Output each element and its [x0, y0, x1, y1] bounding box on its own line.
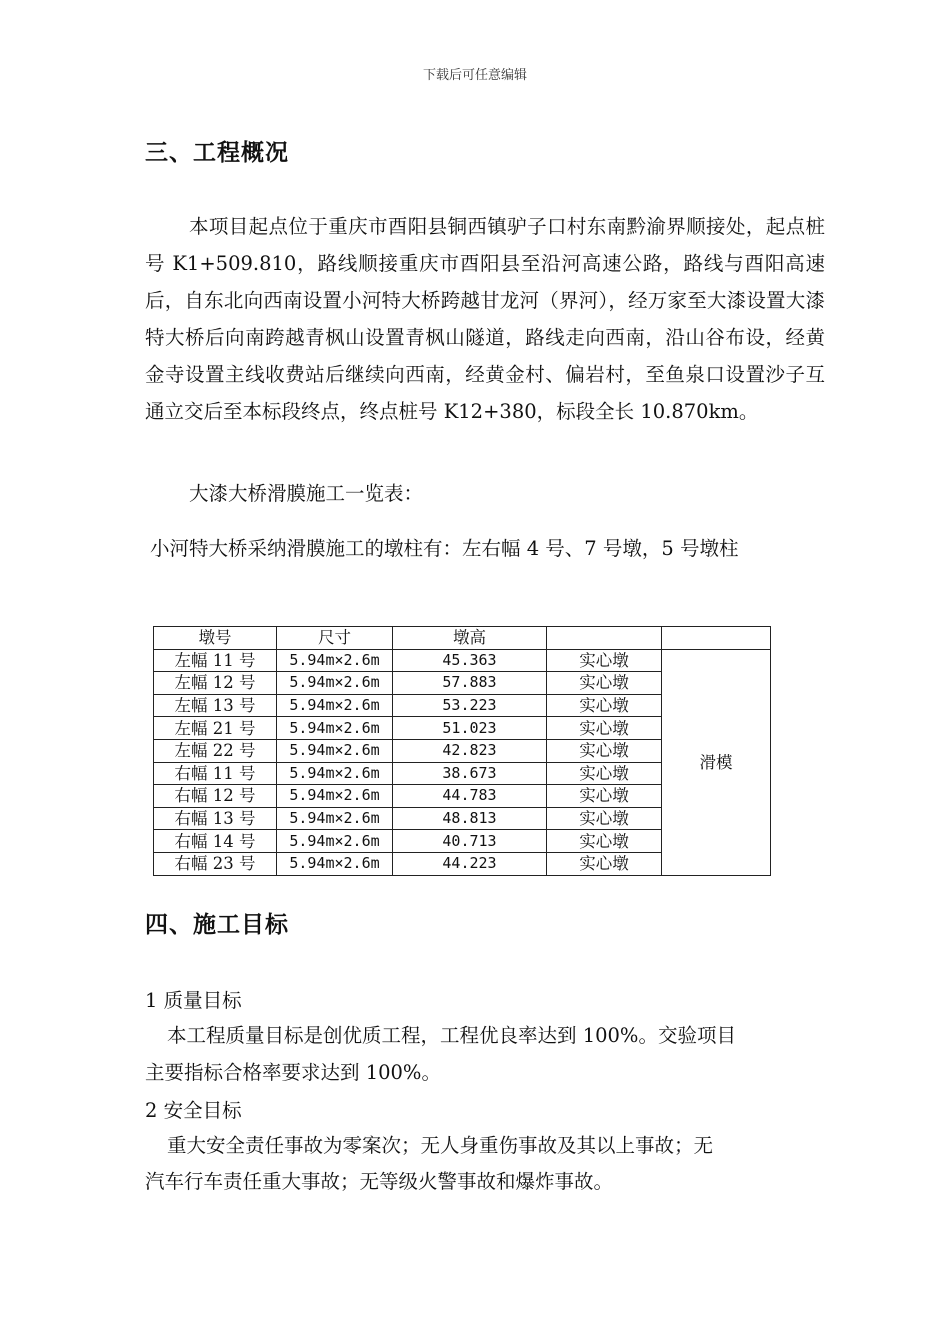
header-height: 墩高 [393, 627, 547, 650]
cell-type: 实心墩 [547, 717, 662, 740]
cell-pier: 右幅 23 号 [154, 852, 277, 875]
cell-height: 40.713 [393, 830, 547, 853]
cell-size: 5.94m×2.6m [277, 762, 393, 785]
table-row [154, 649, 771, 672]
safety-goal-text-1: 重大安全责任事故为零案次；无人身重伤事故及其以上事故；无 [167, 1134, 714, 1157]
header-size: 尺寸 [277, 627, 393, 650]
cell-height: 57.883 [393, 672, 547, 695]
cell-size: 5.94m×2.6m [277, 739, 393, 762]
quality-goal-title: 1 质量目标 [145, 989, 242, 1012]
cell-size: 5.94m×2.6m [277, 649, 393, 672]
cell-pier: 左幅 22 号 [154, 739, 277, 762]
cell-type: 实心墩 [547, 785, 662, 808]
cell-pier: 右幅 11 号 [154, 762, 277, 785]
header-method [662, 627, 771, 650]
cell-pier: 左幅 11 号 [154, 649, 277, 672]
cell-pier: 左幅 12 号 [154, 672, 277, 695]
cell-size: 5.94m×2.6m [277, 672, 393, 695]
quality-goal-text-1: 本工程质量目标是创优质工程，工程优良率达到 100%。交验项目 [167, 1024, 736, 1047]
quality-goal-text-2: 主要指标合格率要求达到 100%。 [145, 1061, 441, 1084]
project-overview [145, 208, 825, 430]
cell-size: 5.94m×2.6m [277, 852, 393, 875]
pier-table [153, 626, 771, 876]
safety-goal-text-2: 汽车行车责任重大事故；无等级火警事故和爆炸事故。 [145, 1170, 614, 1193]
header-note: 下载后可任意编辑 [422, 68, 527, 83]
cell-type: 实心墩 [547, 830, 662, 853]
safety-goal-title: 2 安全目标 [145, 1099, 242, 1122]
cell-height: 45.363 [393, 649, 547, 672]
cell-size: 5.94m×2.6m [277, 830, 393, 853]
cell-size: 5.94m×2.6m [277, 785, 393, 808]
cell-type: 实心墩 [547, 739, 662, 762]
cell-height: 44.223 [393, 852, 547, 875]
slipform-note: 小河特大桥采纳滑膜施工的墩柱有：左右幅 4 号、7 号墩，5 号墩柱 [150, 537, 739, 560]
section-3-heading: 三、工程概况 [145, 139, 289, 166]
cell-size: 5.94m×2.6m [277, 694, 393, 717]
overview-paragraph: 本项目起点位于重庆市酉阳县铜西镇驴子口村东南黔渝界顺接处，起点桩号 K1+509.810，路线顺接重庆市酉阳县至沿河高速公路，路线与酉阳高速后，自东北向西南设置小河特大桥跨越甘龙河（界河），经万家至大漆设置大漆特大桥后向南跨越青枫山设置青枫山隧道，路线走向西南，沿山谷布设，经黄金寺设置主线收费站后继续向西南，经黄金村、偏岩村，至鱼泉口设置沙子互通立交后至本标段终点，终点桩号 K12+380，标段全长 10.870km。 [145, 215, 825, 423]
cell-type: 实心墩 [547, 694, 662, 717]
header-pier: 墩号 [154, 627, 277, 650]
cell-pier: 左幅 13 号 [154, 694, 277, 717]
cell-height: 42.823 [393, 739, 547, 762]
cell-height: 44.783 [393, 785, 547, 808]
cell-type: 实心墩 [547, 672, 662, 695]
cell-pier: 右幅 14 号 [154, 830, 277, 853]
cell-type: 实心墩 [547, 852, 662, 875]
cell-height: 53.223 [393, 694, 547, 717]
cell-type: 实心墩 [547, 762, 662, 785]
cell-height: 48.813 [393, 807, 547, 830]
table-caption: 大漆大桥滑膜施工一览表： [189, 482, 424, 505]
table-header-row [154, 627, 771, 650]
cell-height: 38.673 [393, 762, 547, 785]
cell-type: 实心墩 [547, 649, 662, 672]
cell-method: 滑模 [662, 649, 771, 875]
cell-pier: 右幅 13 号 [154, 807, 277, 830]
header-type [547, 627, 662, 650]
cell-pier: 右幅 12 号 [154, 785, 277, 808]
cell-type: 实心墩 [547, 807, 662, 830]
cell-size: 5.94m×2.6m [277, 717, 393, 740]
cell-pier: 左幅 21 号 [154, 717, 277, 740]
cell-size: 5.94m×2.6m [277, 807, 393, 830]
section-4-heading: 四、施工目标 [145, 911, 289, 938]
cell-height: 51.023 [393, 717, 547, 740]
